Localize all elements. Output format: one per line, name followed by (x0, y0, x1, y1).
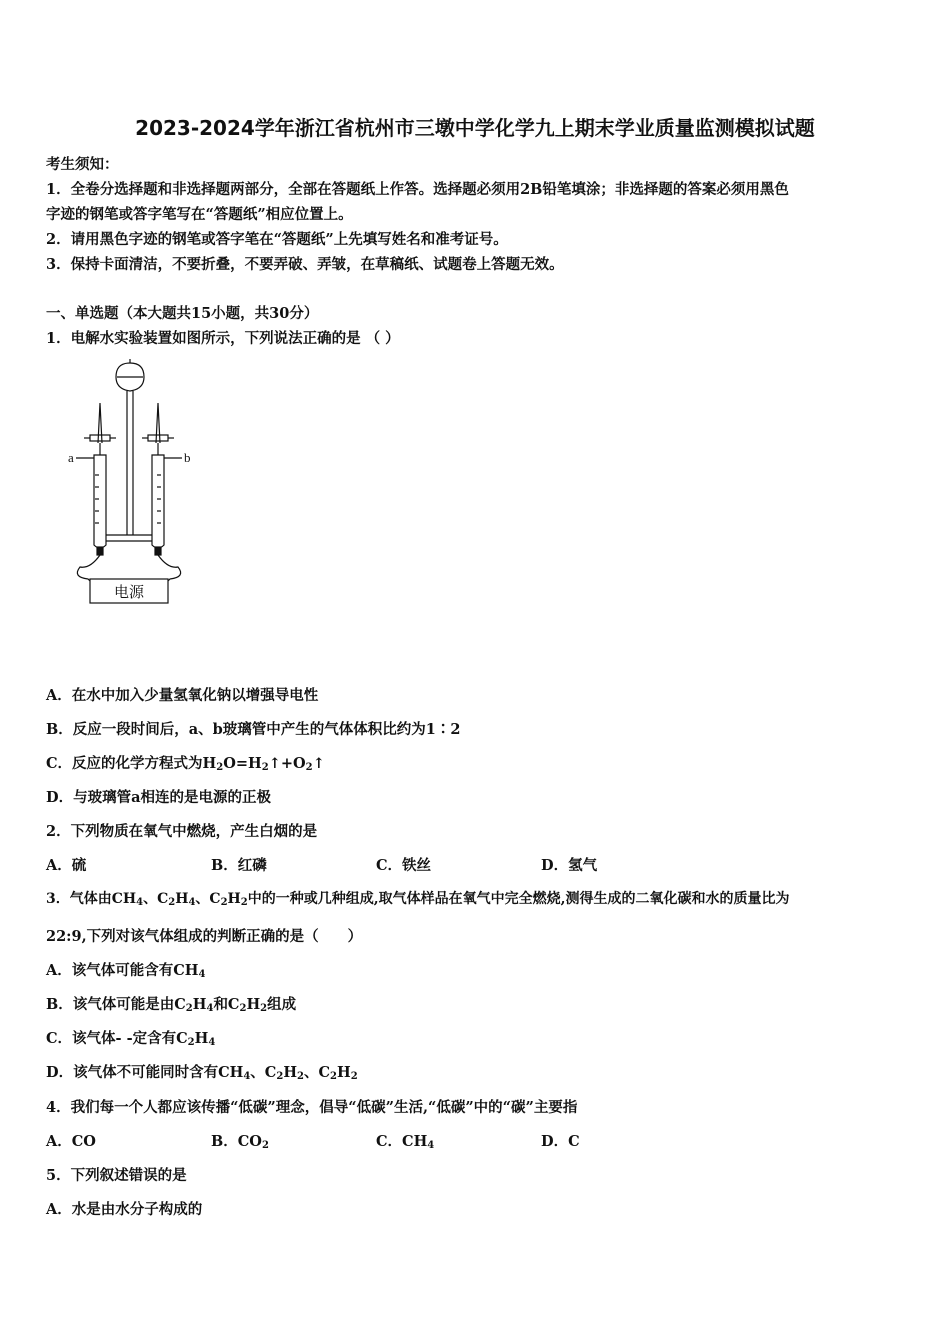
electrolysis-apparatus-figure (60, 355, 200, 615)
q3-option-d: D．该气体不可能同时含有$CH_4$、$C_2H_2$、$C_2H_2$ (46, 1064, 358, 1082)
notice-line-1b: 字迹的钢笔或答字笔写在“答题纸”相应位置上。 (46, 206, 353, 223)
q4-option-b: B．$CO_2$ (211, 1133, 269, 1151)
notice-heading: 考生须知： (46, 156, 119, 173)
q2-option-c: C．铁丝 (376, 857, 432, 874)
section-heading: 一、单选题（本大题共15小题，共30分） (46, 305, 319, 322)
q1-option-d: D．与玻璃管a相连的是电源的正极 (46, 789, 271, 806)
power-supply-label: 电源 (113, 583, 145, 601)
q3-stem-line-1: 3．气体由$CH_4$、$C_2H_4$、$C_2H_2$中的一种或几种组成,取气体样品在氧气中完全燃烧,测得生成的二氧化碳和水的质量比为 (46, 891, 790, 908)
q4-option-c: C．$CH_4$ (376, 1133, 435, 1151)
page-title: 2023-2024学年浙江省杭州市三墩中学化学九上期末学业质量监测模拟试题 (135, 116, 815, 140)
q2-option-d: D．氢气 (541, 857, 598, 874)
tube-label-a: a (68, 450, 74, 465)
tube-label-b: b (184, 450, 191, 465)
q4-option-a: A．CO (46, 1133, 96, 1150)
q3-option-c: C．该气体- -定含有$C_2H_4$ (46, 1030, 216, 1048)
q3-option-a: A．该气体可能含有$CH_4$ (46, 962, 206, 980)
q2-option-b: B．红磷 (211, 857, 267, 874)
q2-stem: 2．下列物质在氧气中燃烧，产生白烟的是 (46, 823, 318, 840)
q1-stem: 1．电解水实验装置如图所示，下列说法正确的是 （ ） (46, 330, 400, 347)
notice-line-3: 3．保持卡面清洁，不要折叠，不要弄破、弄皱，在草稿纸、试题卷上答题无效。 (46, 256, 564, 273)
q4-stem: 4．我们每一个人都应该传播“低碳”理念，倡导“低碳”生活,“低碳”中的“碳”主要指 (46, 1099, 578, 1116)
q5-stem: 5．下列叙述错误的是 (46, 1167, 187, 1184)
q3-stem-line-2: 22:9,下列对该气体组成的判断正确的是（ ） (46, 928, 363, 945)
q1-option-b: B．反应一段时间后，a、b玻璃管中产生的气体体积比约为1∶2 (46, 721, 461, 738)
notice-line-2: 2．请用黑色字迹的钢笔或答字笔在“答题纸”上先填写姓名和准考证号。 (46, 231, 508, 248)
q2-option-a: A．硫 (46, 857, 87, 874)
q5-option-a: A．水是由水分子构成的 (46, 1201, 203, 1218)
notice-line-1a: 1．全卷分选择题和非选择题两部分，全部在答题纸上作答。选择题必须用2B铅笔填涂；非选择题的答案必须用黑色 (46, 181, 789, 198)
q1-option-a: A．在水中加入少量氢氧化钠以增强导电性 (46, 687, 319, 704)
q3-option-b: B．该气体可能是由$C_2H_4$和$C_2H_2$组成 (46, 996, 297, 1014)
q4-option-d: D．C (541, 1133, 580, 1150)
q1-option-c: C．反应的化学方程式为$H_2O=H_2↑+O_2↑$ (46, 755, 325, 773)
